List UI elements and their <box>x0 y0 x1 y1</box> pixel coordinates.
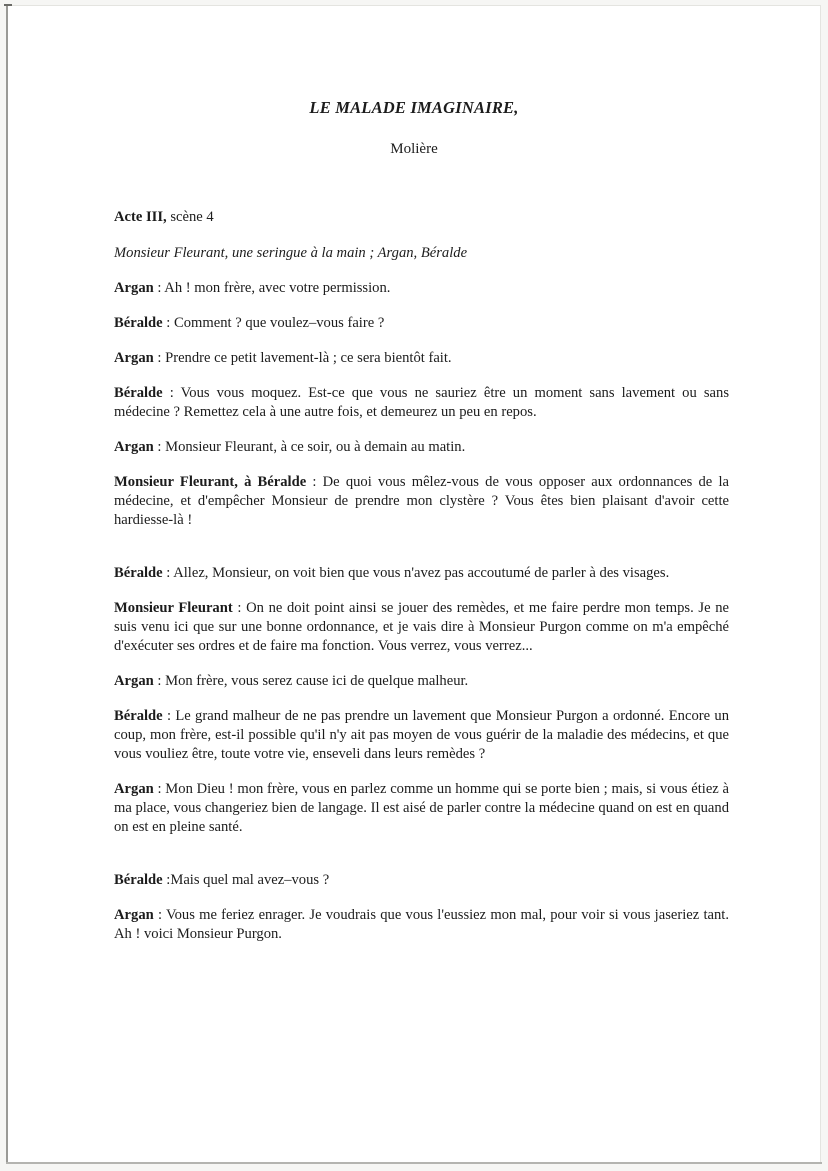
dialogue-line <box>114 314 729 333</box>
line-text: Vous vous moquez. Est-ce que vous ne sauriez être un moment sans lavement ou sans médecine ? Remettez cela à une autre fois, et demeurez un peu en repos. <box>114 385 729 420</box>
dialogue-line <box>114 384 729 422</box>
speaker-separator: : <box>162 565 174 581</box>
speaker-name: Monsieur Fleurant, à Béralde <box>114 474 307 490</box>
line-text: Mon frère, vous serez cause ici de quelque malheur. <box>165 673 469 689</box>
scan-edge-bottom <box>6 1162 822 1164</box>
line-text: Allez, Monsieur, on voit bien que vous n'avez pas accoutumé de parler à des visages. <box>173 565 670 581</box>
speaker-name: Béralde <box>114 385 163 401</box>
document-author: Molière <box>390 141 438 157</box>
speaker-separator: : <box>232 600 247 616</box>
speaker-separator: : <box>153 350 166 366</box>
line-text: Monsieur Fleurant, à ce soir, ou à demain au matin. <box>165 439 466 455</box>
dialogue-line <box>114 599 729 656</box>
speaker-name: Argan <box>114 350 154 366</box>
speaker-name: Argan <box>114 673 154 689</box>
speaker-separator: : <box>162 872 171 888</box>
speaker-separator: : <box>153 439 166 455</box>
speaker-separator: : <box>162 708 176 724</box>
speaker-name: Argan <box>114 280 154 296</box>
line-text: Comment ? que voulez–vous faire ? <box>174 315 385 331</box>
dialogue-line <box>114 906 729 944</box>
speaker-name: Argan <box>114 781 154 797</box>
speaker-separator: : <box>306 474 323 490</box>
speaker-separator: : <box>162 315 174 331</box>
speaker-name: Argan <box>114 439 154 455</box>
stage-direction: Monsieur Fleurant, une seringue à la main ; Argan, Béralde <box>114 245 468 261</box>
scan-corner-mark <box>4 4 12 6</box>
line-text: On ne doit point ainsi se jouer des remèdes, et me faire perdre mon temps. Je ne suis venu ici que sur une bonne ordonnance, et je vais dire à Monsieur Purgon comme on m'a empêché d'exécuter ses ordres et de faire ma fonction. Vous verrez, vous verrez... <box>114 600 730 654</box>
speaker-separator: : <box>153 280 165 296</box>
dialogue-line <box>114 279 729 298</box>
line-text: Le grand malheur de ne pas prendre un lavement que Monsieur Purgon a ordonné. Encore un coup, mon frère, est-il possible qu'il n'y ait pas moyen de vous guérir de la maladie des médecins, et que vous vouliez être, toute votre vie, enseveli dans leurs remèdes ? <box>114 708 729 762</box>
dialogue-line <box>114 672 729 691</box>
speaker-name: Argan <box>114 907 154 923</box>
dialogue-line <box>114 707 729 764</box>
line-text: Ah ! mon frère, avec votre permission. <box>164 280 391 296</box>
dialogue-line <box>114 564 729 583</box>
line-text: Mon Dieu ! mon frère, vous en parlez comme un homme qui se porte bien ; mais, si vous étiez à ma place, vous changeriez bien de langage. Il est aisé de parler contre la médecine quand on est en quand on est en pleine santé. <box>114 781 729 835</box>
line-text: Vous me feriez enrager. Je voudrais que vous l'eussiez mon mal, pour voir si vous jaseriez tant. Ah ! voici Monsieur Purgon. <box>114 907 729 942</box>
dialogue-line <box>114 473 729 530</box>
speaker-name: Béralde <box>114 565 163 581</box>
scan-edge-left <box>6 6 8 1164</box>
speaker-separator: : <box>153 907 166 923</box>
scene-heading <box>114 208 729 227</box>
line-text: De quoi vous mêlez-vous de vous opposer aux ordonnances de la médecine, et d'empêcher Monsieur de prendre mon clystère ? Vous êtes bien plaisant d'avoir cette hardiesse-là ! <box>114 474 729 528</box>
dialogue-line <box>114 871 729 890</box>
speaker-name: Béralde <box>114 708 163 724</box>
speaker-separator: : <box>153 673 166 689</box>
dialogue-line <box>114 780 729 837</box>
speaker-name: Monsieur Fleurant <box>114 600 233 616</box>
document-title: LE MALADE IMAGINAIRE, <box>309 98 519 117</box>
line-text: Mais quel mal avez–vous ? <box>170 872 330 888</box>
speaker-name: Béralde <box>114 315 163 331</box>
line-text: Prendre ce petit lavement-là ; ce sera bientôt fait. <box>165 350 452 366</box>
dialogue-line <box>114 438 729 457</box>
scene-label: scène 4 <box>166 209 214 225</box>
speaker-separator: : <box>153 781 166 797</box>
speaker-name: Béralde <box>114 872 163 888</box>
speaker-separator: : <box>162 385 181 401</box>
act-label: Acte III, <box>114 209 167 225</box>
play-excerpt <box>114 208 729 960</box>
dialogue-line <box>114 349 729 368</box>
